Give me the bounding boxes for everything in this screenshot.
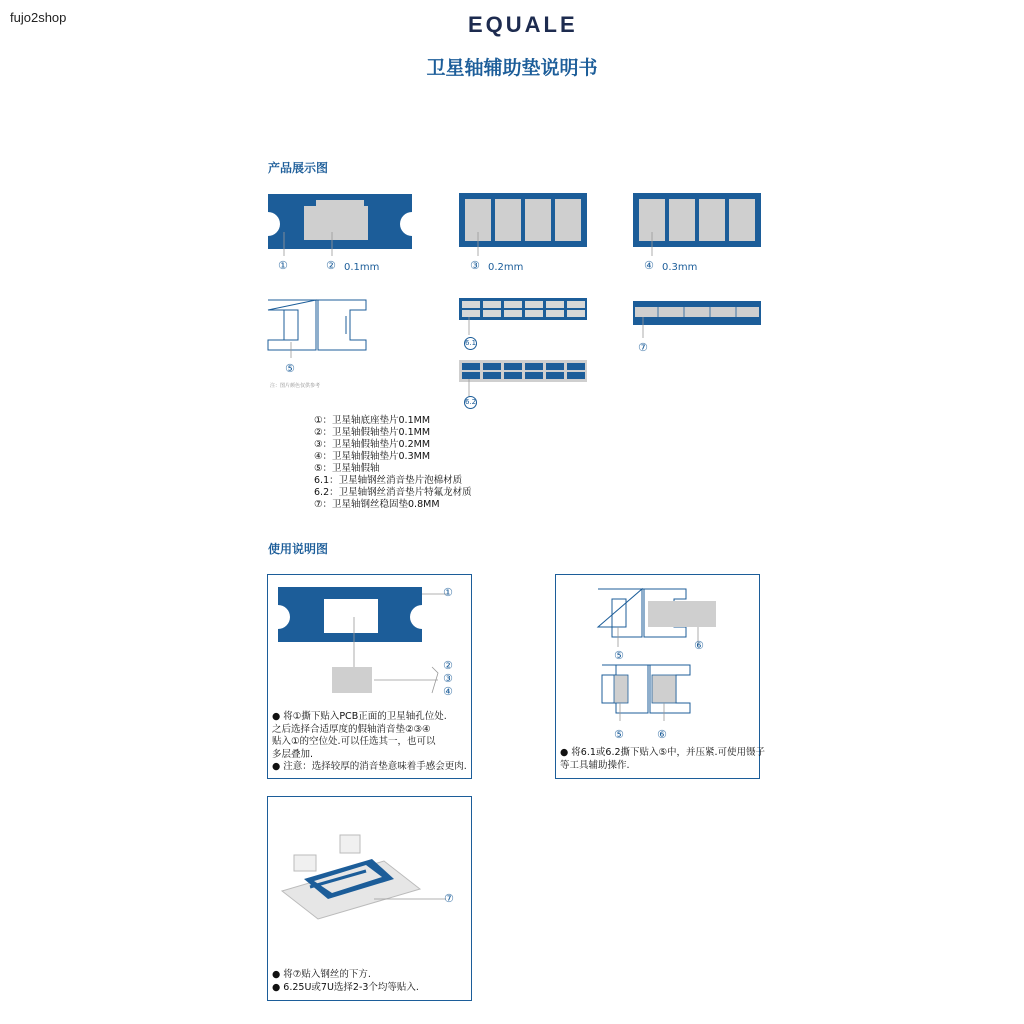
legend-item: ⑤：卫星轴假轴 [314,463,380,474]
instruction-line: 之后选择合适厚度的假轴消音垫②③④ [272,723,431,735]
base-pad-illustration [268,192,414,272]
panel3-instructions [272,969,419,994]
legend-item: ⑦：卫星轴钢丝稳固垫0.8MM [314,499,440,510]
instruction-line: ● 将6.1或6.2撕下贴入⑤中，并压紧.可使用镊子 [560,747,766,758]
panel1-label-3: ③ [443,672,453,685]
usage-panel-2 [555,574,766,779]
parts-legend [314,415,472,511]
panel2-label-5a: ⑤ [614,649,624,662]
dummy-stem-illustration [266,298,368,362]
section-heading-product: 产品展示图 [268,161,329,175]
instruction-line: ● 6.25U或7U选择2-3个均等贴入. [272,981,419,993]
legend-item: 6.1：卫星轴钢丝消音垫片泡棉材质 [314,475,463,486]
thickness-3: 0.2mm [488,262,524,273]
instruction-line: ● 注意：选择较厚的消音垫意味着手感会更肉. [272,761,467,772]
panel1-diagram [278,585,468,705]
label-4: ④ [644,259,654,272]
instruction-line: ● 将①撕下贴入PCB正面的卫星轴孔位处. [272,711,447,722]
label-2: ② [326,259,336,272]
panel2-label-6a: ⑥ [694,639,704,652]
panel3-stabilizer-diagram [274,821,470,941]
panel2-instructions [560,747,765,772]
panel2-label-5b: ⑤ [614,728,624,741]
panel2-label-6b: ⑥ [657,728,667,741]
brand-logo: EQUALE [468,12,578,37]
legend-item: ②：卫星轴假轴垫片0.1MM [314,427,431,438]
instruction-line: 等工具辅助操作. [560,759,630,771]
instruction-line: ● 将⑦贴入钢丝的下方. [272,969,371,980]
instruction-line: 多层叠加. [272,748,314,760]
wire-pad-foam-sheet [458,297,588,337]
label-1: ① [278,259,288,272]
usage-panel-1 [267,574,472,779]
watermark: fujo2shop [10,10,67,25]
wire-pad-teflon-sheet [458,359,588,399]
panel1-label-4: ④ [443,685,453,698]
thickness-4: 0.3mm [662,262,698,273]
section-heading-usage: 使用说明图 [268,542,329,556]
wire-stabilizer-pad-sheet [632,300,762,342]
legend-item: 6.2：卫星轴钢丝消音垫片特氟龙材质 [314,487,472,498]
label-3: ③ [470,259,480,272]
instruction-line: 贴入①的空位处.可以任选其一，也可以 [272,736,436,747]
label-5: ⑤ [285,362,295,375]
dummy-pad-02-sheet [458,192,588,258]
panel3-label-7: ⑦ [444,892,454,905]
legend-item: ④：卫星轴假轴垫片0.3MM [314,451,431,462]
legend-item: ①：卫星轴底座垫片0.1MM [314,415,431,426]
legend-item: ③：卫星轴假轴垫片0.2MM [314,439,431,450]
panel1-instructions [272,711,467,774]
page-title: 卫星轴辅助垫说明书 [426,57,598,79]
panel1-label-2: ② [443,659,453,672]
usage-panel-3 [267,796,472,1001]
label-7: ⑦ [638,341,648,354]
label-6-2: 6.2 [464,396,477,409]
color-note: 注：图片颜色仅供参考 [270,383,321,389]
label-6-1: 6.1 [464,337,477,350]
dummy-pad-03-sheet [632,192,762,258]
thickness-2: 0.1mm [344,262,380,273]
panel1-label-1: ① [443,586,453,599]
